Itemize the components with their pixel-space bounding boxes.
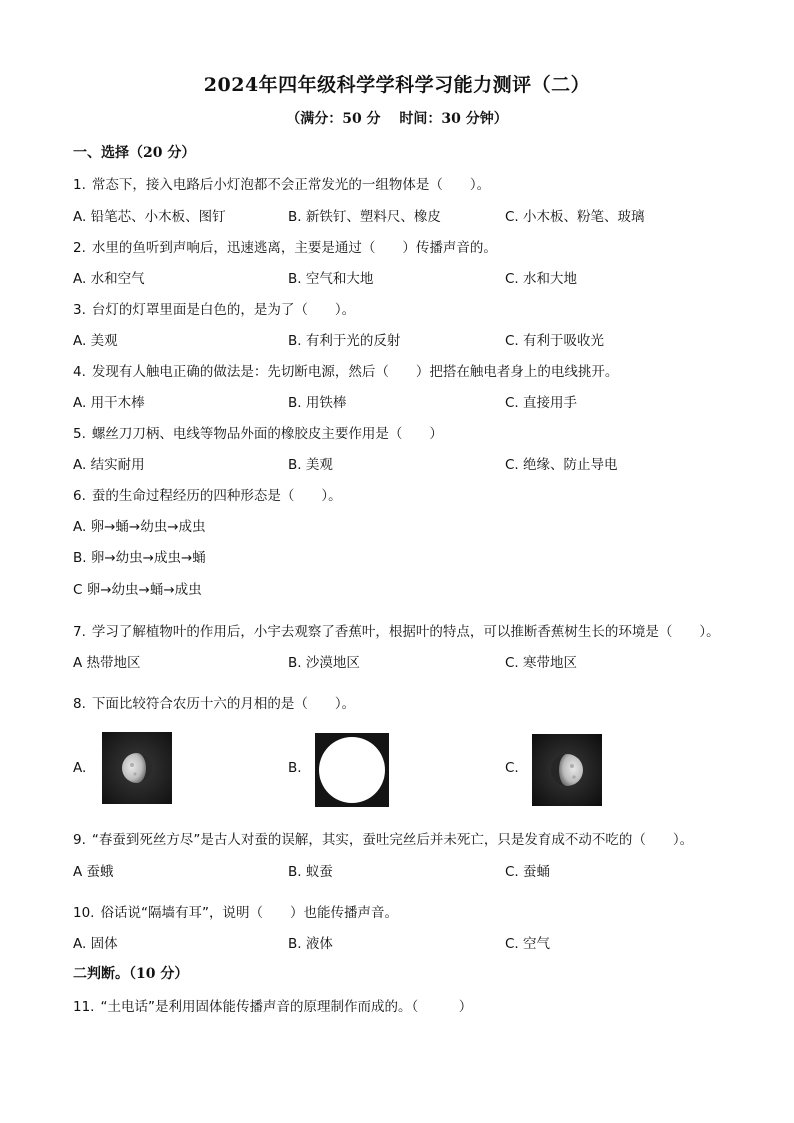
option-a[interactable]: A. 固体 — [73, 936, 118, 952]
option-c[interactable]: C 卵→幼虫→蛹→成虫 — [73, 582, 202, 598]
option-a[interactable]: A. 美观 — [73, 333, 118, 349]
question-number: 1. — [73, 177, 86, 193]
option-c-label[interactable]: C. — [505, 760, 519, 776]
option-b[interactable]: B. 液体 — [288, 936, 333, 952]
page-title: 2024年四年级科学学科学习能力测评（二） — [203, 74, 591, 96]
option-b[interactable]: B. 美观 — [288, 457, 333, 473]
question-7 — [73, 620, 720, 640]
question-number: 3. — [73, 302, 86, 318]
page-subtitle: （满分：50 分 时间：30 分钟） — [286, 111, 508, 127]
option-c[interactable]: C. 空气 — [505, 936, 551, 952]
question-6 — [73, 484, 342, 504]
question-3 — [73, 298, 355, 318]
option-b[interactable]: B. 新铁钉、塑料尺、橡皮 — [288, 209, 441, 225]
option-c[interactable]: C. 直接用手 — [505, 395, 578, 411]
question-text: “春蚕到死丝方尽”是古人对蚕的误解，其实，蚕吐完丝后并未死亡，只是发育成不动不吃的（ ）。 — [91, 832, 694, 848]
option-a[interactable]: A. 用干木棒 — [73, 395, 145, 411]
question-number: 6. — [73, 488, 86, 504]
question-1 — [73, 173, 490, 193]
option-b[interactable]: B. 用铁棒 — [288, 395, 347, 411]
question-text: 台灯的灯罩里面是白色的，是为了（ ）。 — [91, 302, 356, 318]
question-text: 常态下，接入电路后小灯泡都不会正常发光的一组物体是（ ）。 — [91, 177, 491, 193]
option-c[interactable]: C. 寒带地区 — [505, 655, 578, 671]
question-11 — [73, 995, 472, 1015]
option-c[interactable]: C. 水和大地 — [505, 271, 578, 287]
option-a[interactable]: A 蚕蛾 — [73, 864, 114, 880]
option-b-label[interactable]: B. — [288, 760, 302, 776]
question-9 — [73, 828, 693, 848]
option-b[interactable]: B. 卵→幼虫→成虫→蛹 — [73, 550, 206, 566]
question-number: 4. — [73, 364, 86, 380]
option-b[interactable]: B. 有利于光的反射 — [288, 333, 401, 349]
option-a[interactable]: A. 铅笔芯、小木板、图钉 — [73, 209, 226, 225]
question-number: 11. — [73, 999, 95, 1015]
section-heading-judge: 二判断。（10 分） — [73, 966, 189, 982]
question-4 — [73, 360, 618, 380]
question-text: 学习了解植物叶的作用后，小宇去观察了香蕉叶，根据叶的特点，可以推断香蕉树生长的环境是（ ）。 — [91, 624, 720, 640]
section-heading-choice: 一、选择（20 分） — [73, 145, 196, 161]
option-b[interactable]: B. 蚁蚕 — [288, 864, 333, 880]
question-number: 10. — [73, 905, 95, 921]
option-c[interactable]: C. 有利于吸收光 — [505, 333, 605, 349]
question-text: “土电话”是利用固体能传播声音的原理制作而成的。（ ） — [100, 999, 473, 1015]
question-number: 9. — [73, 832, 86, 848]
question-8 — [73, 692, 355, 712]
full-moon-icon[interactable] — [315, 733, 389, 807]
question-number: 8. — [73, 696, 86, 712]
gibbous-moon-right-icon[interactable] — [532, 734, 602, 806]
option-b[interactable]: B. 空气和大地 — [288, 271, 374, 287]
option-a[interactable]: A. 结实耐用 — [73, 457, 145, 473]
question-5 — [73, 422, 443, 442]
gibbous-moon-left-icon[interactable] — [102, 732, 172, 804]
option-a[interactable]: A. 卵→蛹→幼虫→成虫 — [73, 519, 206, 535]
question-text: 水里的鱼听到声响后，迅速逃离，主要是通过（ ）传播声音的。 — [91, 240, 497, 256]
question-number: 7. — [73, 624, 86, 640]
option-c[interactable]: C. 蚕蛹 — [505, 864, 551, 880]
question-text: 螺丝刀刀柄、电线等物品外面的橡胶皮主要作用是（ ） — [91, 426, 443, 442]
option-c[interactable]: C. 绝缘、防止导电 — [505, 457, 618, 473]
question-text: 下面比较符合农历十六的月相的是（ ）。 — [91, 696, 356, 712]
option-a-label[interactable]: A. — [73, 760, 87, 776]
question-number: 2. — [73, 240, 86, 256]
option-a[interactable]: A 热带地区 — [73, 655, 141, 671]
option-c[interactable]: C. 小木板、粉笔、玻璃 — [505, 209, 645, 225]
question-text: 蚕的生命过程经历的四种形态是（ ）。 — [91, 488, 342, 504]
question-number: 5. — [73, 426, 86, 442]
question-text: 俗话说“隔墙有耳”，说明（ ）也能传播声音。 — [100, 905, 398, 921]
question-10 — [73, 901, 398, 921]
option-a[interactable]: A. 水和空气 — [73, 271, 145, 287]
question-text: 发现有人触电正确的做法是：先切断电源，然后（ ）把搭在触电者身上的电线挑开。 — [91, 364, 619, 380]
option-b[interactable]: B. 沙漠地区 — [288, 655, 360, 671]
question-2 — [73, 236, 497, 256]
